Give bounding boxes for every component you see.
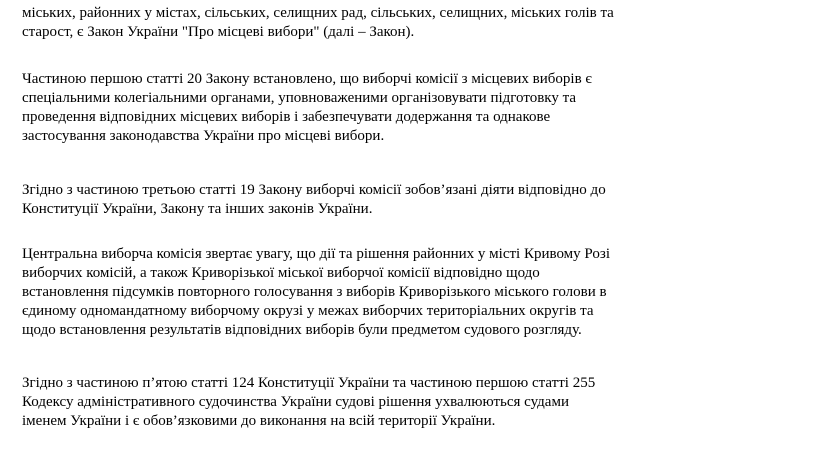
text-line: Кодексу адміністративного судочинства України судові рішення ухвалюються судами bbox=[22, 394, 569, 410]
text-line: Згідно з частиною п’ятою статті 124 Конституції України та частиною першою статті 255 bbox=[22, 375, 596, 391]
paragraph-cec-notice bbox=[22, 245, 610, 340]
text-line: Конституції України, Закону та інших законів України. bbox=[22, 201, 373, 217]
text-line: щодо встановлення результатів відповідних виборів були предметом судового розгляду. bbox=[22, 322, 582, 338]
text-line: проведення відповідних місцевих виборів і забезпечувати додержання та однакове bbox=[22, 109, 551, 125]
text-line: спеціальними колегіальними органами, уповноваженими організовувати підготовку та bbox=[22, 90, 577, 106]
text-line: встановлення підсумків повторного голосування з виборів Криворізького міського голови в bbox=[22, 284, 607, 300]
text-line: міських, районних у містах, сільських, селищних рад, сільських, селищних, міських голів та bbox=[22, 5, 614, 21]
paragraph-article-19 bbox=[22, 181, 606, 219]
text-line: Центральна виборча комісія звертає увагу, що дії та рішення районних у місті Кривому Розі bbox=[22, 246, 610, 262]
text-line: єдиному одномандатному виборчому окрузі у межах виборчих територіальних округів та bbox=[22, 303, 594, 319]
text-line: Згідно з частиною третьою статті 19 Закону виборчі комісії зобов’язані діяти відповідно до bbox=[22, 182, 606, 198]
text-line: старост, є Закон України "Про місцеві вибори" (далі – Закон). bbox=[22, 24, 415, 40]
text-line: іменем України і є обов’язковими до виконання на всій території України. bbox=[22, 413, 496, 429]
text-line: Частиною першою статті 20 Закону встановлено, що виборчі комісії з місцевих виборів є bbox=[22, 71, 592, 87]
text-line: застосування законодавства України про місцеві вибори. bbox=[22, 128, 385, 144]
text-line: виборчих комісій, а також Криворізької міської виборчої комісії відповідно щодо bbox=[22, 265, 540, 281]
paragraph-article-20 bbox=[22, 70, 592, 146]
paragraph-article-124 bbox=[22, 374, 595, 431]
paragraph-local-elections-law bbox=[22, 4, 614, 42]
